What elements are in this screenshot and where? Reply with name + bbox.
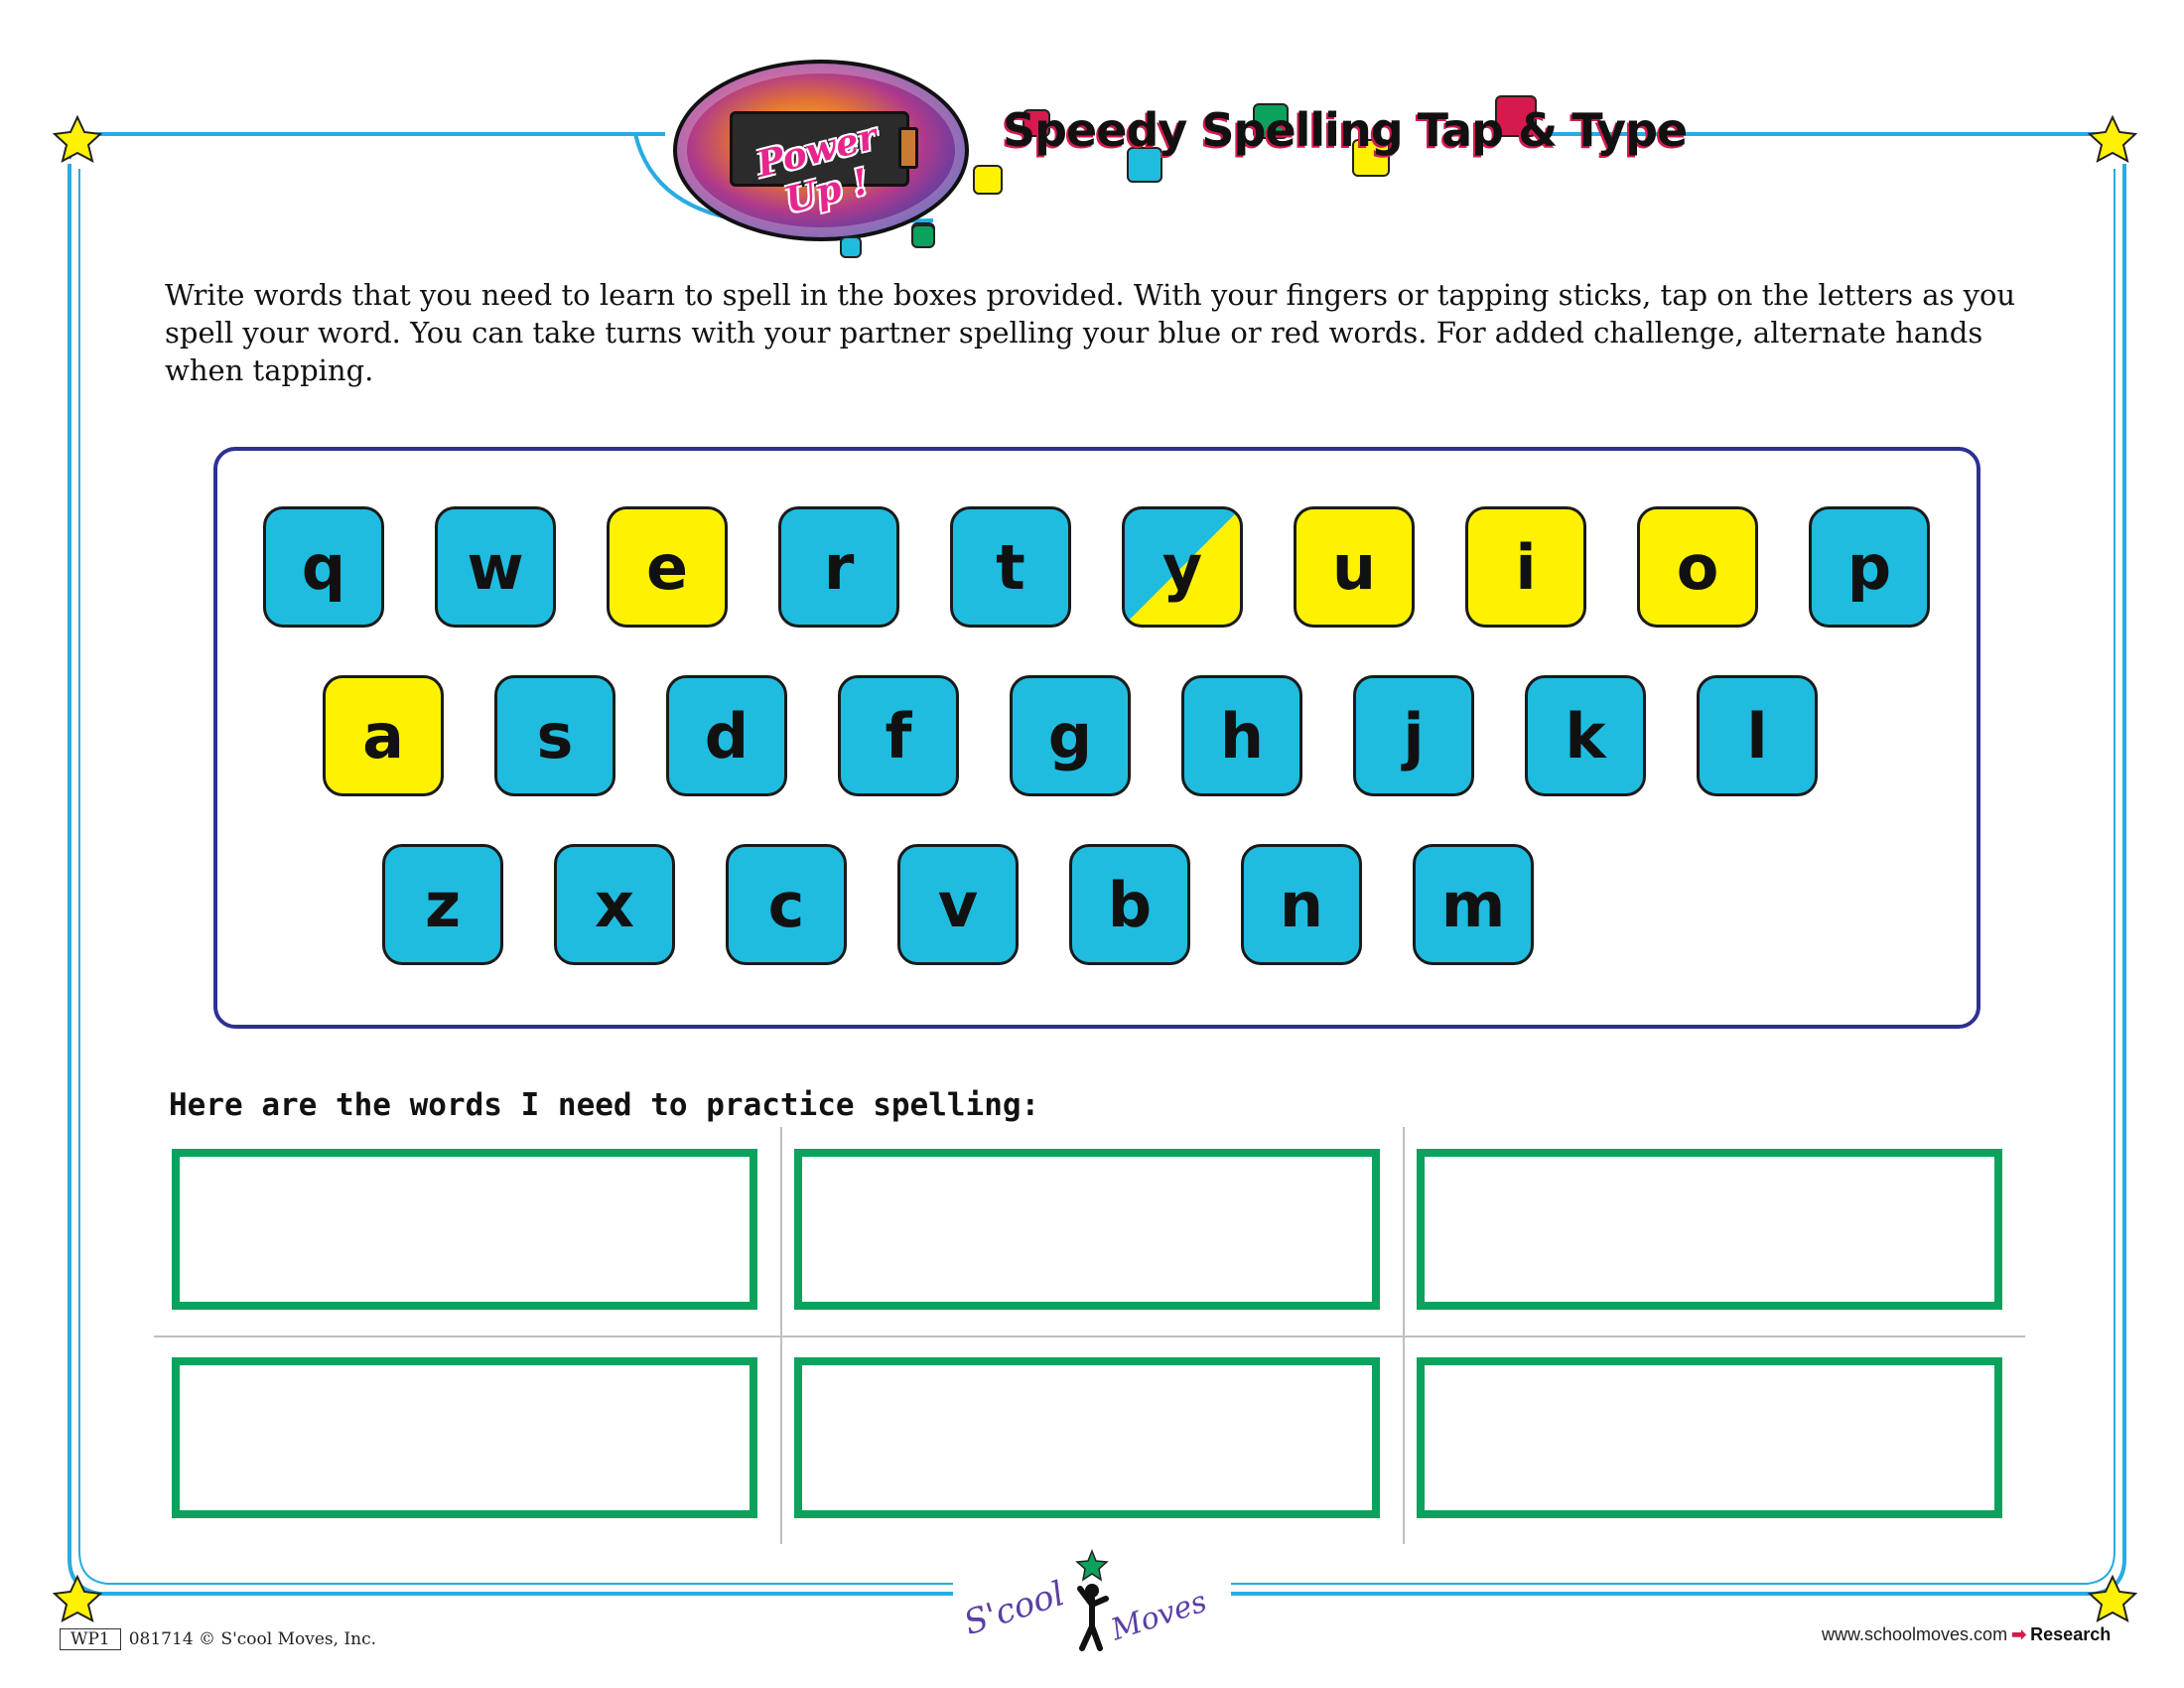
- word-box-2[interactable]: [794, 1149, 1380, 1310]
- word-box-5[interactable]: [794, 1357, 1380, 1518]
- key-a[interactable]: a: [323, 675, 444, 796]
- key-x[interactable]: x: [554, 844, 675, 965]
- key-t[interactable]: t: [950, 506, 1071, 628]
- key-v[interactable]: v: [897, 844, 1019, 965]
- key-u[interactable]: u: [1294, 506, 1415, 628]
- deco-square-icon: [911, 224, 935, 248]
- key-n[interactable]: n: [1241, 844, 1362, 965]
- key-w[interactable]: w: [435, 506, 556, 628]
- word-box-3[interactable]: [1417, 1149, 2002, 1310]
- practice-label: Here are the words I need to practice spelling:: [169, 1087, 1040, 1123]
- website-link[interactable]: www.schoolmoves.com: [1822, 1624, 2008, 1644]
- brand-text: S'cool: [959, 1573, 1070, 1644]
- key-c[interactable]: c: [726, 844, 847, 965]
- key-p[interactable]: p: [1809, 506, 1930, 628]
- key-s[interactable]: s: [494, 675, 615, 796]
- instructions-text: Write words that you need to learn to spell in the boxes provided. With your fingers or tapping sticks, tap on the letters as you spell your word. You can take turns with your partner spelling your blue or red words. For added challenge, alternate hands when tapping.: [165, 278, 2016, 387]
- arrow-right-icon: ➡: [2011, 1624, 2027, 1644]
- footer-copyright: [60, 1628, 376, 1650]
- key-g[interactable]: g: [1010, 675, 1131, 796]
- word-box-4[interactable]: [172, 1357, 757, 1518]
- deco-square-icon: [973, 165, 1003, 195]
- key-l[interactable]: l: [1697, 675, 1818, 796]
- key-k[interactable]: k: [1525, 675, 1646, 796]
- word-box-1[interactable]: [172, 1149, 757, 1310]
- key-r[interactable]: r: [778, 506, 899, 628]
- key-q[interactable]: q: [263, 506, 384, 628]
- key-m[interactable]: m: [1413, 844, 1534, 965]
- deco-square-icon: [840, 236, 862, 258]
- key-z[interactable]: z: [382, 844, 503, 965]
- footer-links: [1822, 1624, 2111, 1645]
- key-h[interactable]: h: [1181, 675, 1302, 796]
- word-box-6[interactable]: [1417, 1357, 2002, 1518]
- footer-code: WP1: [60, 1628, 121, 1650]
- grid-divider: [154, 1336, 2025, 1337]
- key-f[interactable]: f: [838, 675, 959, 796]
- key-b[interactable]: b: [1069, 844, 1190, 965]
- logo-text: Power Up !: [752, 115, 882, 222]
- footer-copyright-text: 081714 © S'cool Moves, Inc.: [128, 1629, 377, 1649]
- key-j[interactable]: j: [1353, 675, 1474, 796]
- page-title: Speedy Spelling Tap & Type: [1003, 103, 1688, 157]
- grid-divider: [780, 1127, 782, 1544]
- key-i[interactable]: i: [1465, 506, 1586, 628]
- key-d[interactable]: d: [666, 675, 787, 796]
- brand-text: Moves: [1107, 1584, 1211, 1648]
- key-e[interactable]: e: [607, 506, 728, 628]
- research-link[interactable]: Research: [2030, 1624, 2112, 1644]
- grid-divider: [1403, 1127, 1405, 1544]
- key-y[interactable]: y: [1122, 506, 1243, 628]
- key-o[interactable]: o: [1637, 506, 1758, 628]
